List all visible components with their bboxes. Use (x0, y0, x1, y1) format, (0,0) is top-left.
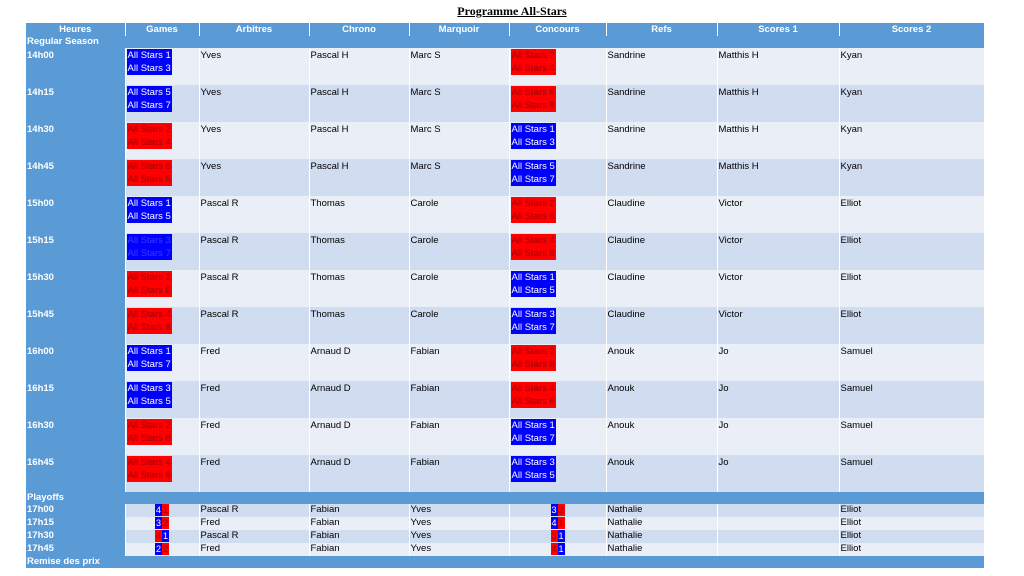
team-tag: All Stars 7 (511, 322, 555, 333)
header-concours: Concours (509, 23, 606, 36)
team-tag: All Stars 1 (127, 198, 171, 209)
arbitres-cell: Yves (199, 48, 309, 85)
scores1-cell: Jo (717, 381, 839, 418)
refs-cell: Claudine (606, 233, 717, 270)
games-cell (125, 504, 199, 517)
header-marquoir: Marquoir (409, 23, 509, 36)
chrono-cell: Pascal H (309, 159, 409, 196)
time-cell: 15h15 (26, 233, 125, 270)
scores2-cell: Kyan (839, 122, 984, 159)
team-tag: All Stars 3 (127, 63, 171, 74)
seed-tag: 2 (155, 544, 161, 554)
team-tag: All Stars 5 (127, 87, 171, 98)
seed-tag: 3 (551, 531, 557, 541)
table-row (26, 455, 984, 492)
scores1-cell (717, 530, 839, 543)
marquoir-cell: Fabian (409, 455, 509, 492)
scores2-cell: Samuel (839, 381, 984, 418)
concours-cell (509, 159, 606, 196)
marquoir-cell: Fabian (409, 381, 509, 418)
scores2-cell: Elliot (839, 504, 984, 517)
marquoir-cell: Yves (409, 543, 509, 556)
team-tag: All Stars 4 (511, 235, 555, 246)
refs-cell: Anouk (606, 344, 717, 381)
scores1-cell: Victor (717, 233, 839, 270)
time-cell: 17h15 (26, 517, 125, 530)
scores1-cell: Matthis H (717, 159, 839, 196)
games-cell (125, 381, 199, 418)
concours-cell (509, 196, 606, 233)
chrono-cell: Pascal H (309, 85, 409, 122)
section-regular-season (26, 36, 984, 48)
scores1-cell: Matthis H (717, 122, 839, 159)
header-scores1: Scores 1 (717, 23, 839, 36)
refs-cell: Nathalie (606, 504, 717, 517)
table-row (26, 159, 984, 196)
team-tag: All Stars 7 (511, 174, 555, 185)
seed-tag: 2 (558, 505, 564, 515)
marquoir-cell: Carole (409, 196, 509, 233)
refs-cell: Anouk (606, 455, 717, 492)
arbitres-cell: Pascal R (199, 504, 309, 517)
games-cell (125, 196, 199, 233)
seed-tag: 3 (155, 518, 161, 528)
time-cell: 17h45 (26, 543, 125, 556)
games-cell (125, 270, 199, 307)
chrono-cell: Fabian (309, 530, 409, 543)
chrono-cell: Fabian (309, 504, 409, 517)
marquoir-cell: Carole (409, 307, 509, 344)
team-tag: All Stars 1 (127, 50, 171, 61)
concours-cell (509, 307, 606, 344)
team-tag: All Stars 8 (511, 248, 555, 259)
scores2-cell: Elliot (839, 307, 984, 344)
team-tag: All Stars 7 (511, 433, 555, 444)
team-tag: All Stars 8 (127, 433, 171, 444)
chrono-cell: Arnaud D (309, 381, 409, 418)
concours-cell (509, 517, 606, 530)
scores2-cell: Elliot (839, 233, 984, 270)
table-row (26, 381, 984, 418)
team-tag: All Stars 2 (511, 198, 555, 209)
chrono-cell: Pascal H (309, 48, 409, 85)
concours-cell (509, 504, 606, 517)
seed-tag: 2 (162, 518, 168, 528)
games-cell (125, 159, 199, 196)
chrono-cell: Thomas (309, 270, 409, 307)
marquoir-cell: Yves (409, 530, 509, 543)
arbitres-cell: Yves (199, 122, 309, 159)
team-tag: All Stars 5 (511, 285, 555, 296)
scores1-cell (717, 517, 839, 530)
games-cell (125, 307, 199, 344)
games-cell (125, 233, 199, 270)
seed-tag: 4 (155, 505, 161, 515)
games-cell (125, 48, 199, 85)
chrono-cell: Fabian (309, 517, 409, 530)
concours-cell (509, 418, 606, 455)
concours-cell (509, 233, 606, 270)
section-remise-des-prix (26, 556, 984, 568)
marquoir-cell: Marc S (409, 85, 509, 122)
seed-tag: 1 (162, 505, 168, 515)
section-playoffs-label: Playoffs (26, 492, 984, 504)
team-tag: All Stars 5 (127, 396, 171, 407)
concours-cell (509, 344, 606, 381)
header-scores2: Scores 2 (839, 23, 984, 36)
schedule-table (26, 23, 985, 568)
scores1-cell: Victor (717, 307, 839, 344)
games-cell (125, 85, 199, 122)
time-cell: 16h15 (26, 381, 125, 418)
refs-cell: Claudine (606, 270, 717, 307)
team-tag: All Stars 2 (127, 124, 171, 135)
games-cell (125, 517, 199, 530)
team-tag: All Stars 6 (511, 87, 555, 98)
team-tag: All Stars 4 (511, 383, 555, 394)
team-tag: All Stars 3 (127, 383, 171, 394)
time-cell: 14h30 (26, 122, 125, 159)
seed-tag: 4 (551, 544, 557, 554)
refs-cell: Nathalie (606, 517, 717, 530)
arbitres-cell: Pascal R (199, 270, 309, 307)
team-tag: All Stars 2 (511, 346, 555, 357)
section-playoffs (26, 492, 984, 504)
refs-cell: Anouk (606, 381, 717, 418)
arbitres-cell: Fred (199, 418, 309, 455)
scores2-cell: Elliot (839, 543, 984, 556)
chrono-cell: Pascal H (309, 122, 409, 159)
team-tag: All Stars 2 (127, 272, 171, 283)
scores2-cell: Kyan (839, 48, 984, 85)
table-row (26, 530, 984, 543)
scores2-cell: Samuel (839, 344, 984, 381)
scores2-cell: Samuel (839, 418, 984, 455)
table-row (26, 122, 984, 159)
concours-cell (509, 455, 606, 492)
team-tag: All Stars 8 (127, 174, 171, 185)
marquoir-cell: Marc S (409, 122, 509, 159)
arbitres-cell: Fred (199, 344, 309, 381)
scores1-cell: Matthis H (717, 85, 839, 122)
team-tag: All Stars 2 (127, 420, 171, 431)
arbitres-cell: Pascal R (199, 307, 309, 344)
games-cell (125, 543, 199, 556)
team-tag: All Stars 7 (127, 248, 171, 259)
team-tag: All Stars 1 (511, 124, 555, 135)
team-tag: All Stars 1 (511, 420, 555, 431)
refs-cell: Nathalie (606, 530, 717, 543)
table-row (26, 543, 984, 556)
time-cell: 16h45 (26, 455, 125, 492)
chrono-cell: Thomas (309, 196, 409, 233)
games-cell (125, 122, 199, 159)
chrono-cell: Arnaud D (309, 455, 409, 492)
header-games: Games (125, 23, 199, 36)
table-row (26, 418, 984, 455)
scores2-cell: Elliot (839, 196, 984, 233)
team-tag: All Stars 6 (127, 161, 171, 172)
scores1-cell: Matthis H (717, 48, 839, 85)
seed-tag: 4 (155, 531, 161, 541)
time-cell: 15h30 (26, 270, 125, 307)
team-tag: All Stars 4 (127, 309, 171, 320)
concours-cell (509, 270, 606, 307)
table-row (26, 517, 984, 530)
table-row (26, 344, 984, 381)
time-cell: 17h30 (26, 530, 125, 543)
scores2-cell: Elliot (839, 530, 984, 543)
time-cell: 14h00 (26, 48, 125, 85)
refs-cell: Anouk (606, 418, 717, 455)
header-chrono: Chrono (309, 23, 409, 36)
seed-tag: 1 (162, 531, 168, 541)
seed-tag: 1 (558, 531, 564, 541)
chrono-cell: Arnaud D (309, 344, 409, 381)
arbitres-cell: Fred (199, 381, 309, 418)
games-cell (125, 455, 199, 492)
team-tag: All Stars 3 (511, 137, 555, 148)
scores2-cell: Elliot (839, 517, 984, 530)
table-row (26, 196, 984, 233)
header-arbitres: Arbitres (199, 23, 309, 36)
team-tag: All Stars 4 (127, 457, 171, 468)
scores2-cell: Elliot (839, 270, 984, 307)
marquoir-cell: Fabian (409, 418, 509, 455)
games-cell (125, 418, 199, 455)
team-tag: All Stars 3 (127, 235, 171, 246)
time-cell: 14h15 (26, 85, 125, 122)
time-cell: 16h00 (26, 344, 125, 381)
arbitres-cell: Fred (199, 455, 309, 492)
refs-cell: Claudine (606, 307, 717, 344)
arbitres-cell: Pascal R (199, 196, 309, 233)
team-tag: All Stars 1 (511, 272, 555, 283)
marquoir-cell: Yves (409, 517, 509, 530)
team-tag: All Stars 5 (511, 470, 555, 481)
page-title: Programme All-Stars (457, 4, 567, 18)
time-cell: 14h45 (26, 159, 125, 196)
arbitres-cell: Yves (199, 85, 309, 122)
marquoir-cell: Yves (409, 504, 509, 517)
refs-cell: Sandrine (606, 159, 717, 196)
seed-tag: 1 (558, 518, 564, 528)
team-tag: All Stars 2 (511, 50, 555, 61)
team-tag: All Stars 7 (127, 359, 171, 370)
scores1-cell: Victor (717, 196, 839, 233)
section-remise-des-prix-label: Remise des prix (26, 556, 984, 568)
seed-tag: 2 (162, 544, 168, 554)
header-refs: Refs (606, 23, 717, 36)
time-cell: 17h00 (26, 504, 125, 517)
marquoir-cell: Fabian (409, 344, 509, 381)
team-tag: All Stars 8 (127, 322, 171, 333)
table-row (26, 307, 984, 344)
header-row (26, 23, 984, 36)
scores2-cell: Kyan (839, 85, 984, 122)
scores1-cell: Jo (717, 455, 839, 492)
team-tag: All Stars 5 (511, 161, 555, 172)
table-row (26, 270, 984, 307)
refs-cell: Claudine (606, 196, 717, 233)
seed-tag: 1 (558, 544, 564, 554)
table-row (26, 233, 984, 270)
team-tag: All Stars 4 (127, 137, 171, 148)
refs-cell: Sandrine (606, 122, 717, 159)
refs-cell: Sandrine (606, 48, 717, 85)
team-tag: All Stars 1 (127, 346, 171, 357)
chrono-cell: Arnaud D (309, 418, 409, 455)
seed-tag: 3 (551, 505, 557, 515)
time-cell: 15h00 (26, 196, 125, 233)
team-tag: All Stars 3 (511, 309, 555, 320)
marquoir-cell: Carole (409, 270, 509, 307)
marquoir-cell: Carole (409, 233, 509, 270)
header-heures: Heures (26, 23, 125, 36)
team-tag: All Stars 6 (511, 211, 555, 222)
arbitres-cell: Pascal R (199, 233, 309, 270)
games-cell (125, 530, 199, 543)
time-cell: 16h30 (26, 418, 125, 455)
chrono-cell: Fabian (309, 543, 409, 556)
team-tag: All Stars 4 (511, 63, 555, 74)
scores2-cell: Samuel (839, 455, 984, 492)
concours-cell (509, 48, 606, 85)
scores1-cell: Victor (717, 270, 839, 307)
table-row (26, 48, 984, 85)
team-tag: All Stars 6 (511, 396, 555, 407)
team-tag: All Stars 6 (127, 285, 171, 296)
team-tag: All Stars 7 (127, 100, 171, 111)
section-regular-season-label: Regular Season (26, 36, 984, 48)
concours-cell (509, 530, 606, 543)
refs-cell: Nathalie (606, 543, 717, 556)
team-tag: All Stars 8 (511, 100, 555, 111)
scores1-cell: Jo (717, 344, 839, 381)
concours-cell (509, 543, 606, 556)
seed-tag: 4 (551, 518, 557, 528)
concours-cell (509, 85, 606, 122)
team-tag: All Stars 6 (127, 470, 171, 481)
scores1-cell (717, 504, 839, 517)
concours-cell (509, 381, 606, 418)
table-row (26, 504, 984, 517)
scores2-cell: Kyan (839, 159, 984, 196)
marquoir-cell: Marc S (409, 159, 509, 196)
scores1-cell (717, 543, 839, 556)
arbitres-cell: Fred (199, 543, 309, 556)
chrono-cell: Thomas (309, 233, 409, 270)
table-row (26, 85, 984, 122)
games-cell (125, 344, 199, 381)
team-tag: All Stars 3 (511, 457, 555, 468)
arbitres-cell: Yves (199, 159, 309, 196)
chrono-cell: Thomas (309, 307, 409, 344)
concours-cell (509, 122, 606, 159)
scores1-cell: Jo (717, 418, 839, 455)
arbitres-cell: Pascal R (199, 530, 309, 543)
team-tag: All Stars 5 (127, 211, 171, 222)
arbitres-cell: Fred (199, 517, 309, 530)
team-tag: All Stars 8 (511, 359, 555, 370)
marquoir-cell: Marc S (409, 48, 509, 85)
time-cell: 15h45 (26, 307, 125, 344)
refs-cell: Sandrine (606, 85, 717, 122)
